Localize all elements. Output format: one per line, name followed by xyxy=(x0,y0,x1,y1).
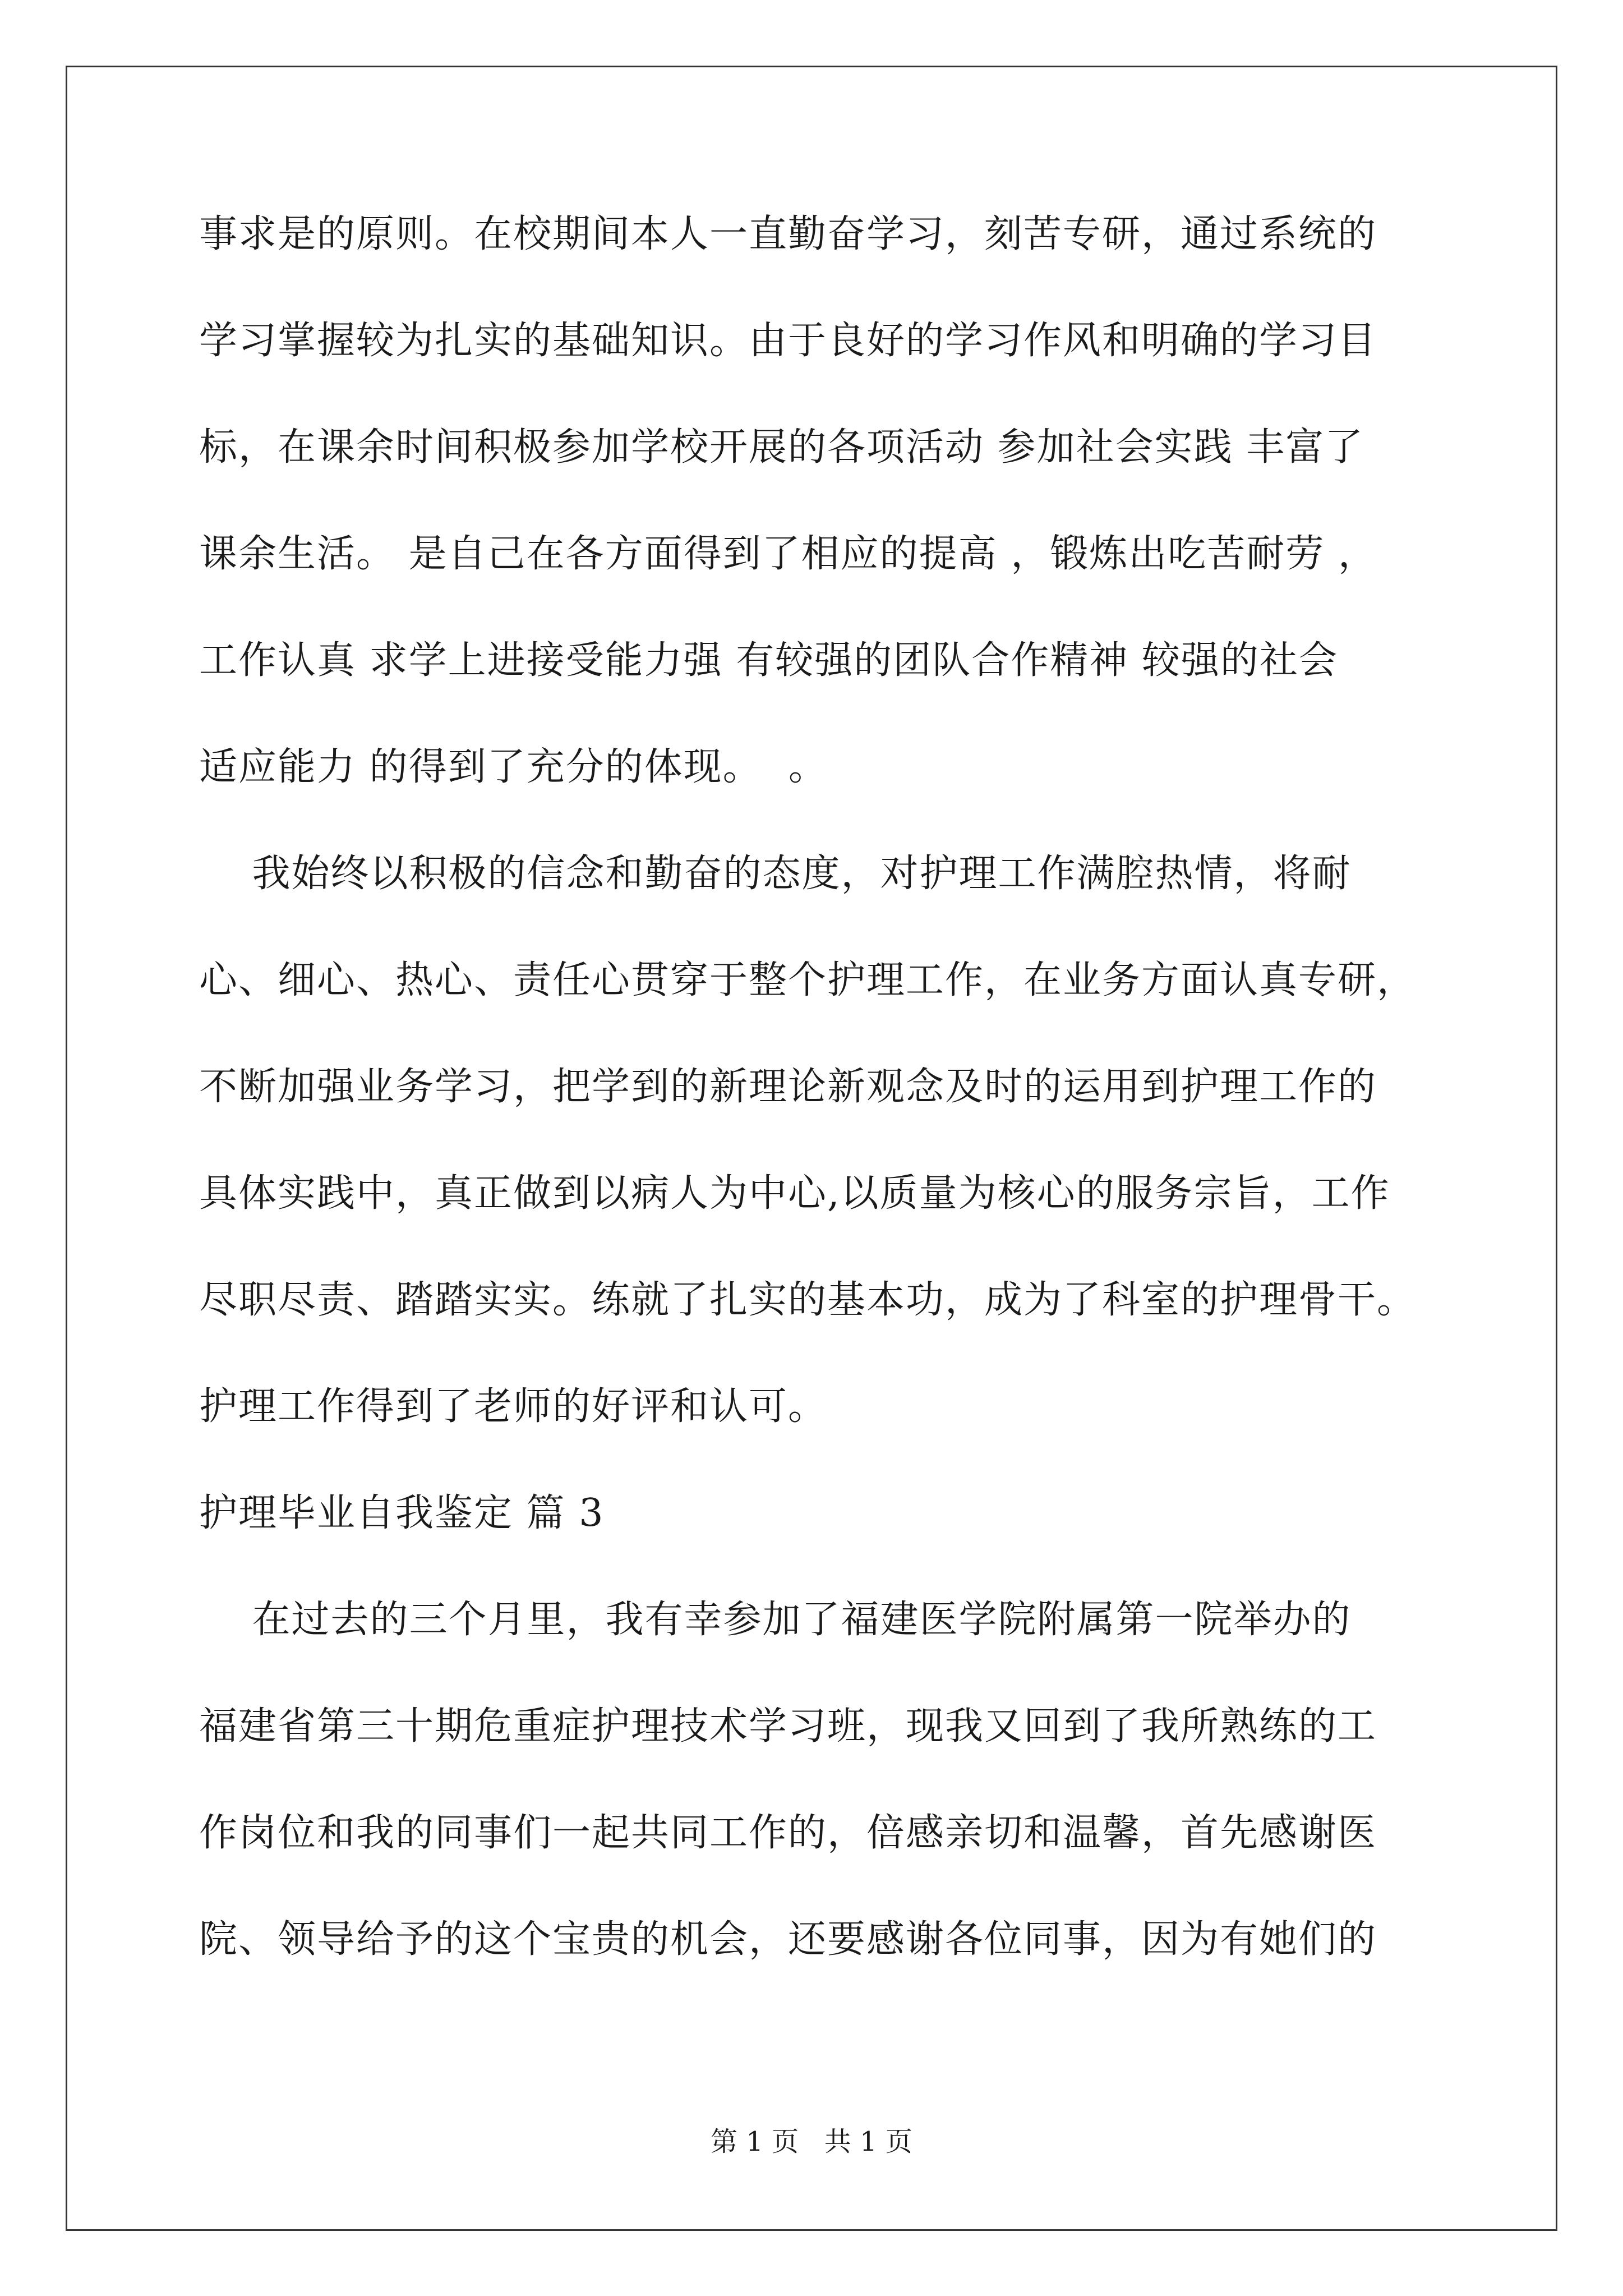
text-line: 学习掌握较为扎实的基础知识。由于良好的学习作风和明确的学习目 xyxy=(199,319,1377,363)
section-heading: 护理毕业自我鉴定 篇 3 xyxy=(199,1491,605,1535)
text-line: 事求是的原则。在校期间本人一直勤奋学习，刻苦专研，通过系统的 xyxy=(199,212,1377,256)
text-line: 适应能力 的得到了充分的体现。 。 xyxy=(199,745,828,789)
text-line: 作岗位和我的同事们一起共同工作的，倍感亲切和温馨，首先感谢医 xyxy=(199,1811,1377,1855)
text-line: 福建省第三十期危重症护理技术学习班，现我又回到了我所熟练的工 xyxy=(199,1704,1377,1749)
text-line: 不断加强业务学习，把学到的新理论新观念及时的运用到护理工作的 xyxy=(199,1065,1377,1109)
page-number-footer: 第 1 页 共 1 页 xyxy=(711,2126,912,2157)
text-line: 院、领导给予的这个宝贵的机会，还要感谢各位同事，因为有她们的 xyxy=(199,1917,1377,1962)
text-line: 尽职尽责、踏踏实实。练就了扎实的基本功，成为了科室的护理骨干。 xyxy=(199,1278,1417,1322)
text-line: 在过去的三个月里，我有幸参加了福建医学院附属第一院举办的 xyxy=(199,1598,1352,1642)
text-line: 护理工作得到了老师的好评和认可。 xyxy=(199,1384,828,1429)
page-border xyxy=(66,66,1557,2231)
text-line: 标，在课余时间积极参加学校开展的各项活动 参加社会实践 丰富了 xyxy=(199,425,1364,470)
text-line: 工作认真 求学上进接受能力强 有较强的团队合作精神 较强的社会 xyxy=(199,638,1338,683)
text-line: 心、细心、热心、责任心贯穿于整个护理工作，在业务方面认真专研， xyxy=(199,958,1417,1002)
text-line: 课余生活。 是自己在各方面得到了相应的提高 ，锻炼出吃苦耐劳 ， xyxy=(199,532,1377,576)
text-line: 具体实践中，真正做到以病人为中心,以质量为核心的服务宗旨，工作 xyxy=(199,1171,1390,1216)
text-line: 我始终以积极的信念和勤奋的态度，对护理工作满腔热情，将耐 xyxy=(199,852,1352,896)
